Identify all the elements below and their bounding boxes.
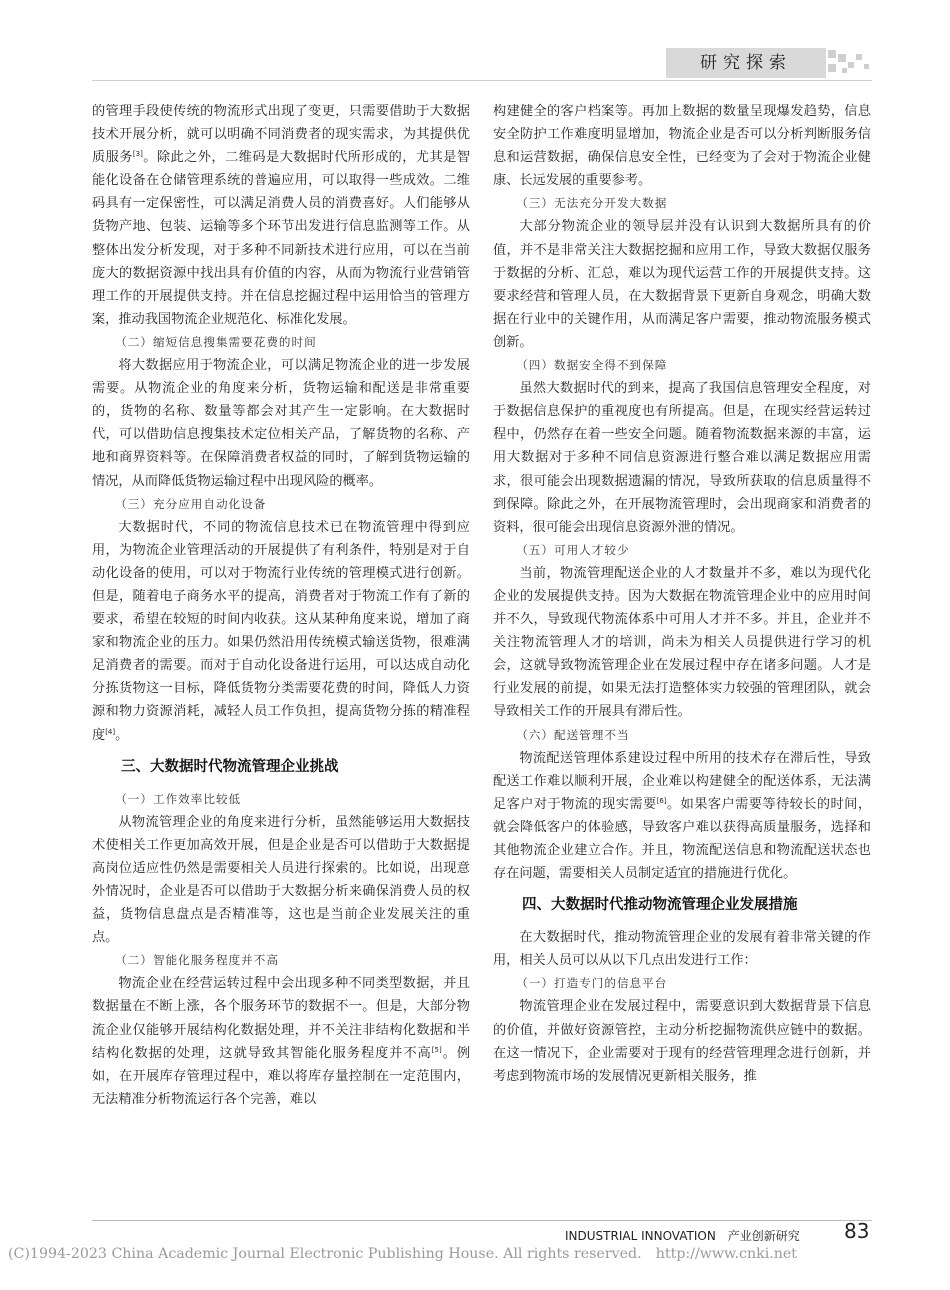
left-column [92, 100, 470, 1111]
paragraph: 物流企业在经营运转过程中会出现多种不同类型数据，并且数据量在不断上涨，各个服务环节的数据不一。但是，大部分物流企业仅能够开展结构化数据处理，并不关注非结构化数据和半结构化数据的处理，这就导致其智能化服务程度并不高[5]。例如，在开展库存管理过程中，难以将库存量控制在一定范围内，无法精准分析物流运行各个完善，难以 [92, 976, 471, 1107]
paragraph: 从物流管理企业的角度来进行分析，虽然能够运用大数据技术使相关工作更加高效开展，但是企业是否可以借助于大数据提高岗位适应性仍然是需要相关人员进行探索的。比如说，出现意外情况时，企业是否可以借助于大数据分析来确保消费人员的权益，货物信息盘点是否精准等，这也是当前企业发展关注的重点。 [92, 814, 470, 946]
paragraph: 在大数据时代，推动物流管理企业的发展有着非常关键的作用，相关人员可以从以下几点出发进行工作： [493, 930, 871, 969]
subsection-heading: （三）无法充分开发大数据 [516, 196, 668, 211]
header-rule [92, 80, 872, 81]
footer-journal-name: INDUSTRIAL INNOVATION 产业创新研究 [565, 1229, 800, 1243]
subsection-heading: （三）充分应用自动化设备 [115, 496, 267, 511]
paragraph: 的管理手段使传统的物流形式出现了变更，只需要借助于大数据技术开展分析，就可以明确不同消费者的现实需求，为其提供优质服务[3]。除此之外，二维码是大数据时代所形成的，尤其是智能化设备在仓储管理系统的普遍应用，可以取得一些成效。二维码具有一定保密性，可以满足消费人员的消费喜好。人们能够从货物产地、包装、运输等多个环节出发进行信息监测等工作。从整体出发分析发现，对于多种不同新技术进行应用，可以在当前庞大的数据资源中找出具有价值的内容，从而为物流行业营销管理工作的开展提供支持。并在信息挖掘过程中运用恰当的管理方案，推动我国物流企业规范化、标准化发展。 [92, 104, 471, 327]
subsection-heading: （二）缩短信息搜集需要花费的时间 [115, 334, 317, 349]
subsection-heading: （五）可用人才较少 [516, 542, 630, 557]
right-column [493, 100, 871, 1088]
subsection-heading: （二）智能化服务程度并不高 [115, 953, 279, 968]
subsection-heading: （四）数据安全得不到保障 [516, 358, 668, 373]
subsection-heading: （六）配送管理不当 [516, 727, 630, 742]
paragraph: 物流管理企业在发展过程中，需要意识到大数据背景下信息的价值，并做好资源管控，主动分析挖掘物流供应链中的数据。在这一情况下，企业需要对于现有的经营管理理念进行创新，并考虑到物流市场的发展情况更新相关服务，推 [493, 999, 871, 1084]
paragraph: 物流配送管理体系建设过程中所用的技术存在滞后性，导致配送工作难以顺利开展，企业难以构建健全的配送体系，无法满足客户对于物流的现实需要[6]。如果客户需要等待较长的时间，就会降低客户的体验感，导致客户难以获得高质量服务，选择和其他物流企业建立合作。并且，物流配送信息和物流配送状态也存在问题，需要相关人员制定适宜的措施进行优化。 [493, 750, 872, 882]
paragraph: 虽然大数据时代的到来，提高了我国信息管理安全程度，对于数据信息保护的重视度也有所提高。但是，在现实经营运转过程中，仍然存在着一些安全问题。随着物流数据来源的丰富，运用大数据对于多种不同信息资源进行整合难以满足数据应用需求，很可能会出现数据遗漏的情况，导致所获取的信息质量得不到保障。除此之外，在开展物流管理时，会出现商家和消费者的资料，很可能会出现信息资源外泄的情况。 [493, 381, 871, 535]
section-heading: 三、大数据时代物流管理企业挑战 [121, 758, 339, 775]
subsection-heading: （一）工作效率比较低 [115, 791, 242, 806]
header-title: 研究探索 [700, 53, 792, 73]
paragraph: 当前，物流管理配送企业的人才数量并不多，难以为现代化企业的发展提供支持。因为大数据在物流管理企业中的应用时间并不久，导致现代物流体系中可用人才并不多。并且，企业并不关注物流管理人才的培训，尚未为相关人员提供进行学习的机会，这就导致物流管理企业在发展过程中存在诸多问题。人才是行业发展的前提，如果无法打造整体实力较强的管理团队，就会导致相关工作的开展具有滞后性。 [493, 565, 871, 720]
header-pattern [828, 50, 872, 76]
page-number: 83 [844, 1219, 870, 1243]
paragraph: 大部分物流企业的领导层并没有认识到大数据所具有的价值，并不是非常关注大数据挖掘和应用工作，导致大数据仅服务于数据的分析、汇总，难以为现代运营工作的开展提供支持。这要求经营和管理人员，在大数据背景下更新自身观念，明确大数据在行业中的关键作用，从而满足客户需要，推动物流服务模式创新。 [493, 219, 871, 350]
subsection-heading: （一）打造专门的信息平台 [516, 976, 668, 991]
paragraph: 大数据时代，不同的物流信息技术已在物流管理中得到应用，为物流企业管理活动的开展提供了有利条件，特别是对于自动化设备的使用，可以对于物流行业传统的管理模式进行创新。但是，随着电子商务水平的提高，消费者对于物流工作有了新的要求，希望在较短的时间内收获。这从某种角度来说，增加了商家和物流企业的压力。如果仍然沿用传统模式输送货物，很难满足消费者的需要。而对于自动化设备进行运用，可以达成自动化分拣货物这一目标，降低货物分类需要花费的时间，降低人力资源和物力资源消耗，减轻人员工作负担，提高货物分拣的精准程度[4]。 [92, 519, 470, 743]
section-heading: 四、大数据时代推动物流管理企业发展措施 [522, 897, 798, 914]
paragraph: 将大数据应用于物流企业，可以满足物流企业的进一步发展需要。从物流企业的角度来分析，货物运输和配送是非常重要的，货物的名称、数量等都会对其产生一定影响。在大数据时代，可以借助信息搜集技术定位相关产品，了解货物的名称、产地和商界资料等。在保障消费者权益的同时，了解到货物运输的情况，从而降低货物运输过程中出现风险的概率。 [92, 358, 470, 489]
footer-rule [92, 1220, 872, 1221]
copyright-notice: (C)1994-2023 China Academic Journal Electronic Publishing House. All rights reserved. http://www.cnki.net [8, 1246, 797, 1262]
paragraph: 构建健全的客户档案等。再加上数据的数量呈现爆发趋势，信息安全防护工作难度明显增加，物流企业是否可以分析判断服务信息和运营数据，确保信息安全性，已经变为了会对于物流企业健康、长远发展的重要参考。 [493, 104, 871, 189]
